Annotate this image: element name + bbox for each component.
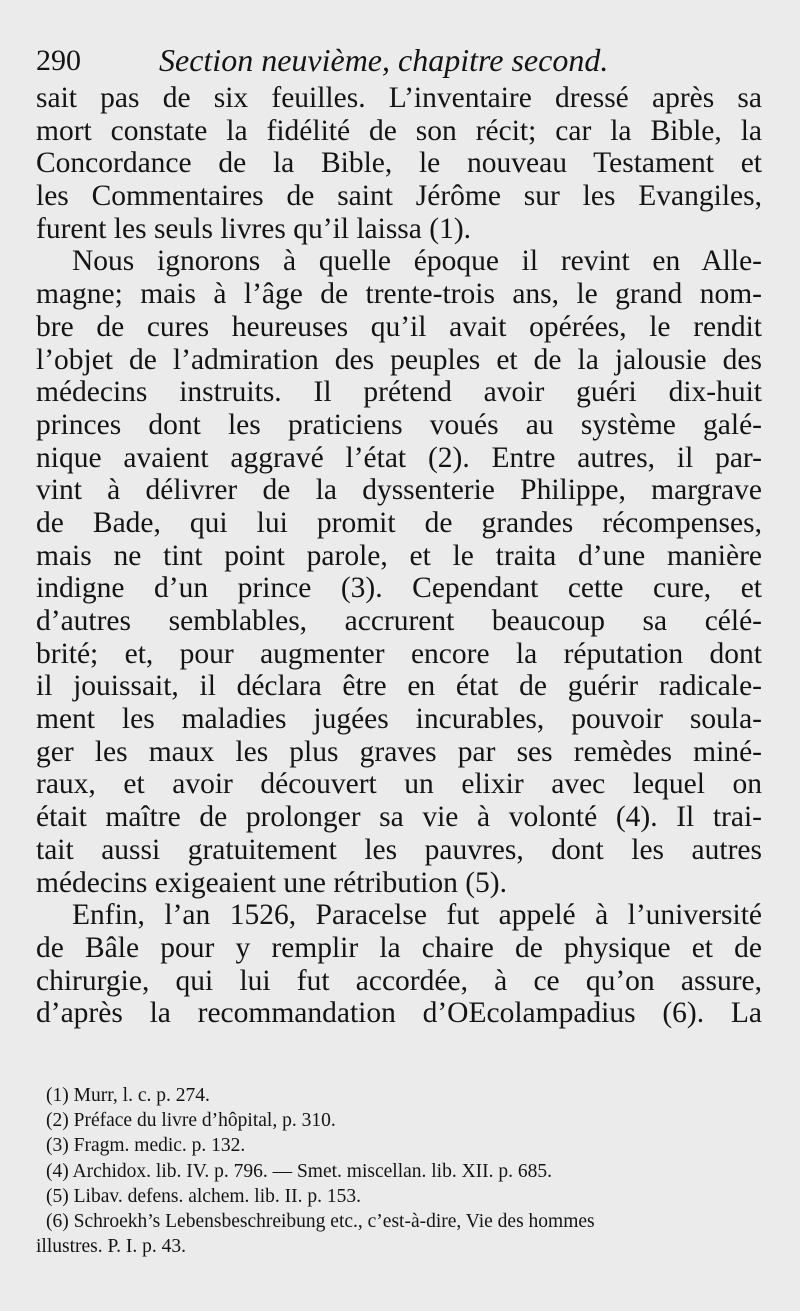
footnote: (6) Schroekh’s Lebensbeschreibung etc., c’est-à-dire, Vie des hommes xyxy=(46,1210,595,1232)
text-line: sait pas de six feuilles. L’inventaire dressé après sa xyxy=(36,82,762,114)
footnote: (4) Archidox. lib. IV. p. 796. — Smet. miscellan. lib. XII. p. 685. xyxy=(46,1160,553,1182)
text-line: était maître de prolonger sa vie à volonté (4). Il trai- xyxy=(36,801,762,834)
page-number: 290 xyxy=(36,44,81,77)
text-line: mort constate la fidélité de son récit; car la Bible, la xyxy=(36,114,762,147)
text-line: indigne d’un prince (3). Cependant cette cure, et xyxy=(36,572,762,605)
text-line: médecins instruits. Il prétend avoir guéri dix-huit xyxy=(36,376,762,409)
text-line: bre de cures heureuses qu’il avait opérées, le rendit xyxy=(36,310,762,343)
running-title: Section neuvième, chapitre second. xyxy=(159,42,609,78)
text-line: médecins exigeaient une rétribution (5). xyxy=(36,866,508,899)
footnote: (5) Libav. defens. alchem. lib. II. p. 153. xyxy=(46,1185,361,1207)
footnote: (1) Murr, l. c. p. 274. xyxy=(46,1085,210,1106)
footnotes xyxy=(36,1083,766,1259)
text-line: il jouissait, il déclara être en état de guérir radicale- xyxy=(36,670,762,703)
text-line: tait aussi gratuitement les pauvres, dont les autres xyxy=(36,833,762,866)
text-line: magne; mais à l’âge de trente-trois ans, le grand nom- xyxy=(36,278,762,311)
text-line: brité; et, pour augmenter encore la réputation dont xyxy=(36,637,762,670)
footnote: (2) Préface du livre d’hôpital, p. 310. xyxy=(46,1110,336,1132)
text-line: vint à délivrer de la dyssenterie Philippe, margrave xyxy=(36,474,762,507)
text-line: Concordance de la Bible, le nouveau Testament et xyxy=(36,147,762,180)
text-line: nique avaient aggravé l’état (2). Entre autres, il par- xyxy=(36,441,762,474)
footnote: (3) Fragm. medic. p. 132. xyxy=(46,1135,246,1157)
text-line: de Bâle pour y remplir la chaire de physique et de xyxy=(36,931,762,964)
text-line: Enfin, l’an 1526, Paracelse fut appelé à l’université xyxy=(72,899,762,932)
body-text xyxy=(36,82,762,1030)
text-line: ger les maux les plus graves par ses remèdes miné- xyxy=(36,735,762,768)
text-line: de Bade, qui lui promit de grandes récompenses, xyxy=(36,506,762,539)
text-line: les Commentaires de saint Jérôme sur les Evangiles, xyxy=(36,180,762,213)
text-line: l’objet de l’admiration des peuples et de la jalousie des xyxy=(36,343,762,376)
text-line: Nous ignorons à quelle époque il revint en Alle- xyxy=(72,245,762,278)
footnote-continuation: illustres. P. I. p. 43. xyxy=(36,1236,187,1258)
text-line: d’autres semblables, accrurent beaucoup sa célé- xyxy=(36,605,762,637)
text-line: mais ne tint point parole, et le traita d’une manière xyxy=(36,539,762,572)
text-line: raux, et avoir découvert un elixir avec lequel on xyxy=(36,768,762,801)
text-line: chirurgie, qui lui fut accordée, à ce qu’on assure, xyxy=(36,964,762,997)
text-line: ment les maladies jugées incurables, pouvoir soula- xyxy=(36,703,762,736)
text-line: princes dont les praticiens voués au système galé- xyxy=(36,408,762,441)
text-line: d’après la recommandation d’OEcolampadius (6). La xyxy=(36,997,762,1030)
text-line: furent les seuls livres qu’il laissa (1). xyxy=(36,212,472,245)
